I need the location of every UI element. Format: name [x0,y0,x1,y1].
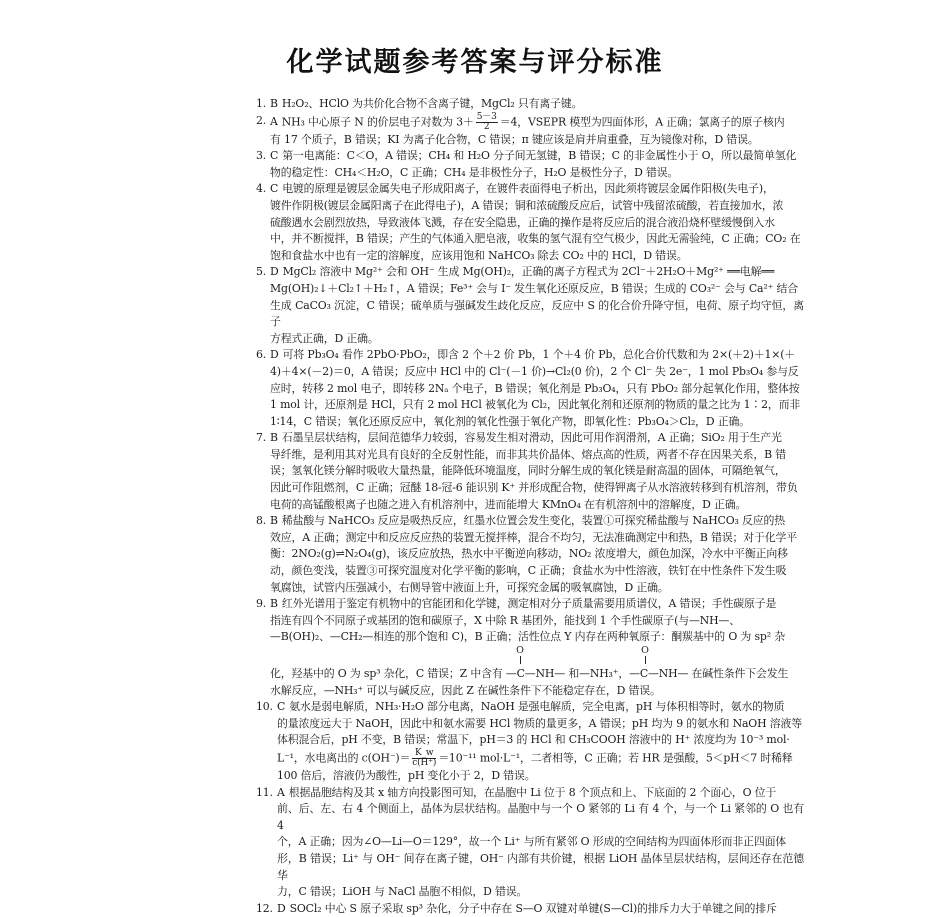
item-text: 1 mol 计，还原剂是 HCl，只有 2 mol HCl 被氧化为 Cl₂，因此氧化剂和还原剂的物质的量之比为 1∶2，而非 [270,398,801,412]
item-number: 8. [256,514,267,528]
item-text: L⁻¹，水电离出的 c(OH⁻)＝ [277,751,411,765]
item-text: 4)＋4×(－2)＝0，A 错误；反应中 HCl 中的 Cl⁻(－1 价)→Cl₂(0 价)，2 个 Cl⁻ 失 2e⁻，1 mol Pb₃O₄ 参与反 [270,364,799,378]
item-text: —B(OH)₂、—CH₂—相连的那个饱和 C)，B 正确；活性位点 Y 内存在两种氧原子：酮羰基中的 O 为 sp² 杂 [270,630,785,644]
item-text: 有 17 个质子，B 错误；KI 为离子化合物，C 错误；π 键应该是肩并肩重叠，互为镜像对称，D 错误。 [270,132,759,146]
item-number: 11. [256,785,273,799]
item-text: ＝4，VSEPR 模型为四面体形，A 正确；氯离子的原子核内 [499,115,785,129]
item-answer: C [270,182,279,196]
item-number: 4. [256,182,267,196]
item-text: NH₃ 中心原子 N 的价层电子对数为 3＋ [281,115,474,129]
item-text: MgCl₂ 溶液中 Mg²⁺ 会和 OH⁻ 生成 Mg(OH)₂，正确的离子方程式为 2Cl⁻＋2H₂O＋Mg²⁺ ══电解══ [282,265,775,279]
item-number: 12. [256,901,273,915]
answer-item-3 [256,148,804,181]
item-answer: C [277,700,286,714]
item-number: 7. [256,431,267,445]
carbonyl-oxygen: O [514,646,526,664]
item-answer: B [270,514,278,528]
answer-item-9 [256,596,804,699]
item-text: 前、后、左、右 4 个侧面上，晶体为层状结构。晶胞中与一个 O 紧邻的 Li 有 4 个，与一个 Li 紧邻的 O 也有 4 [277,802,804,832]
carbonyl-oxygen: O [639,646,651,664]
item-text: 因此可作阻燃剂，C 正确；冠醚 18-冠-6 能识别 K⁺ 并形成配合物，使得钾离子从水溶液转移到有机溶剂，带负 [270,481,798,495]
item-text: ＝10⁻¹¹ mol·L⁻¹，二者相等，C 正确；若 HR 是强酸，5＜pH＜7 时稀释 [438,751,793,765]
item-text: 氨水是弱电解质，NH₃·H₂O 部分电离，NaOH 是强电解质，完全电离，pH 与体积相等时，氨水的物质 [289,700,785,714]
answer-item-4 [256,181,804,264]
item-text: 的量浓度远大于 NaOH，因此中和氨水需要 HCl 物质的量更多，A 错误；pH 均为 9 的氨水和 NaOH 溶液等 [277,716,802,730]
item-text: 误；氢氧化镁分解时吸收大量热量，能降低环境温度，同时分解生成的氧化镁是耐高温的固体，可隔绝氧气， [270,464,786,478]
answer-list [256,96,804,915]
item-answer: B [270,431,278,445]
item-answer: B [270,597,278,611]
item-text: 中，并不断搅拌，B 错误；产生的气体通入肥皂液，收集的氢气混有空气极少，因此无需验纯，C 正确；CO₂ 在 [270,232,801,246]
item-text: 电镀的原理是镀层金属失电子形成阳离子，在镀件表面得电子析出，因此须将镀层金属作阳极(失电子)， [282,182,774,196]
carbonyl-structure-row [270,646,804,666]
fraction [476,113,498,132]
item-text: 效应，A 正确；测定中和反应反应热的装置无搅拌棒，混合不均匀，无法准确测定中和热，B 错误；对于化学平 [270,530,798,544]
item-text: 红外光谱用于鉴定有机物中的官能团和化学键，测定相对分子质量需要用质谱仪，A 错误；手性碳原子是 [281,597,777,611]
item-text: SOCl₂ 中心 S 原子采取 sp³ 杂化，分子中存在 S—O 双键对单键(S—Cl)的排斥力大于单键之间的排斥 [289,901,777,915]
item-text: 可将 Pb₃O₄ 看作 2PbO·PbO₂，即含 2 个＋2 价 Pb，1 个＋4 价 Pb，总化合价代数和为 2×(＋2)＋1×(＋ [282,348,796,362]
fraction-denominator: 2 [483,121,490,132]
item-text: 物的稳定性：CH₄＜H₂O，C 正确；CH₄ 是非极性分子，H₂O 是极性分子，D 错误。 [270,165,679,179]
answer-item-7 [256,430,804,513]
answer-item-12 [256,901,804,915]
item-answer: A [270,115,278,129]
answer-item-11 [256,785,804,901]
fraction-denominator: c(H⁺) [412,757,437,768]
item-text: 导纤维，是利用其对光具有良好的全反射性能，而非其共价晶体、熔点高的性质，两者不存在因果关系，B 错 [270,447,786,461]
item-text: 水解反应，—NH₃⁺ 可以与碱反应，因此 Z 在碱性条件下不能稳定存在，D 错误。 [270,683,661,697]
item-text: 稀盐酸与 NaHCO₃ 反应是吸热反应，红墨水位置会发生变化，装置①可探究稀盐酸与 NaHCO₃ 反应的热 [281,514,786,528]
fraction-numerator: K_w [412,749,436,759]
double-bond [645,656,646,664]
item-text: 个，A 正确；因为∠O—Li—O＝129°，故一个 Li⁺ 与所有紧邻 O 形成的空间结构为四面体形而非正四面体 [277,835,787,849]
item-text: 镀件作阴极(镀层金属阳离子在此得电子)，A 错误；铜和浓硫酸反应后，试管中残留浓硫酸，若直接加水，浓 [270,198,784,212]
item-text: 饱和食盐水中也有一定的溶解度，应该用饱和 NaHCO₃ 除去 CO₂ 中的 HCl，D 错误。 [270,248,688,262]
item-text: 动，颜色变浅，装置③可探究温度对化学平衡的影响，C 正确；食盐水为中性溶液，铁钉在中性条件下发生吸 [270,564,787,578]
item-number: 1. [256,97,267,110]
item-number: 3. [256,149,267,163]
item-text: 应时，转移 2 mol 电子，即转移 2Nₐ 个电子，B 错误；氧化剂是 Pb₃O₄，只有 PbO₂ 部分起氧化作用，整体按 [270,381,800,395]
item-answer: A [277,785,285,799]
item-text: 根据晶胞结构及其 x 轴方向投影图可知，在晶胞中 Li 位于 8 个顶点和上、下底面的 2 个面心，O 位于 [288,785,777,799]
item-answer: D [270,348,279,362]
item-text: 氧腐蚀，试管内压强减小，右侧导管中液面上升，可探究金属的吸氧腐蚀，D 正确。 [270,580,669,594]
answer-item-10 [256,699,804,784]
item-text: H₂O₂、HClO 为共价化合物不含离子键，MgCl₂ 只有离子键。 [281,97,583,110]
answer-item-1 [256,96,804,113]
item-text: 化，羟基中的 O 为 sp³ 杂化，C 错误；Z 中含有 —C—NH— 和—NH₃⁺，—C—NH— 在碱性条件下会发生 [270,667,789,680]
item-number: 5. [256,265,267,279]
page-title: 化学试题参考答案与评分标准 [286,47,664,78]
item-answer: D [270,265,279,279]
answer-item-5 [256,264,804,347]
answer-item-8 [256,513,804,596]
answer-item-2 [256,113,804,149]
item-number: 10. [256,700,273,714]
item-text: 指连有四个不同原子或基团的饱和碳原子，X 中除 R 基团外，能找到 1 个手性碳原子(与—NH—、 [270,613,740,627]
item-text: 第一电离能：C＜O，A 错误；CH₄ 和 H₂O 分子间无氢键，B 错误；C 的非金属性小于 O，所以最简单氢化 [282,149,797,163]
item-text: 方程式正确，D 正确。 [270,331,379,345]
item-text: 力，C 错误；LiOH 与 NaCl 晶胞不相似，D 错误。 [277,885,528,899]
double-bond [520,656,521,664]
item-text: 衡：2NO₂(g)⇌N₂O₄(g)，该反应放热，热水中平衡逆向移动，NO₂ 浓度增大，颜色加深，冷水中平衡正向移 [270,547,788,561]
item-number: 6. [256,348,267,362]
item-text: 硫酸遇水会剧烈放热，导致液体飞溅，存在安全隐患，正确的操作是将反应后的混合液沿烧杯壁缓慢倒入水 [270,215,775,229]
answer-item-6 [256,347,804,430]
item-text: 形，B 错误；Li⁺ 与 OH⁻ 间存在离子键，OH⁻ 内部有共价键，根据 LiOH 晶体呈层状结构，层间还存在范德华 [277,851,804,882]
fraction [412,749,436,768]
item-text: 石墨呈层状结构，层间范德华力较弱，容易发生相对滑动，因此可用作润滑剂，A 正确；SiO₂ 用于生产光 [281,431,782,445]
item-text: 生成 CaCO₃ 沉淀，C 错误；硫单质与强碱发生歧化反应，反应中 S 的化合价升降守恒，电荷、原子均守恒，离子 [270,298,804,329]
item-text: 电荷的高锰酸根离子也随之进入有机溶剂中，进而能增大 KMnO₄ 在有机溶剂中的溶解度，D 正确。 [270,497,747,511]
item-number: 9. [256,597,267,611]
item-answer: B [270,97,278,110]
item-answer: C [270,149,279,163]
item-answer: D [277,901,286,915]
item-text: Mg(OH)₂↓＋Cl₂↑＋H₂↑，A 错误；Fe³⁺ 会与 I⁻ 发生氧化还原反应，B 错误；生成的 CO₃²⁻ 会与 Ca²⁺ 结合 [270,281,798,295]
fraction-numerator: 5－3 [476,111,497,122]
item-text: 1∶14，C 错误；氧化还原反应中，氧化剂的氧化性强于氧化产物，即氧化性：Pb₃O₄＞Cl₂，D 正确。 [270,414,751,428]
item-text: 体积混合后，pH 不变，B 错误；常温下，pH＝3 的 HCl 和 CH₃COOH 溶液中的 H⁺ 浓度均为 10⁻³ mol· [277,733,790,747]
item-text: 100 倍后，溶液仍为酸性，pH 变化小于 2，D 错误。 [277,768,536,782]
item-number: 2. [256,113,267,127]
